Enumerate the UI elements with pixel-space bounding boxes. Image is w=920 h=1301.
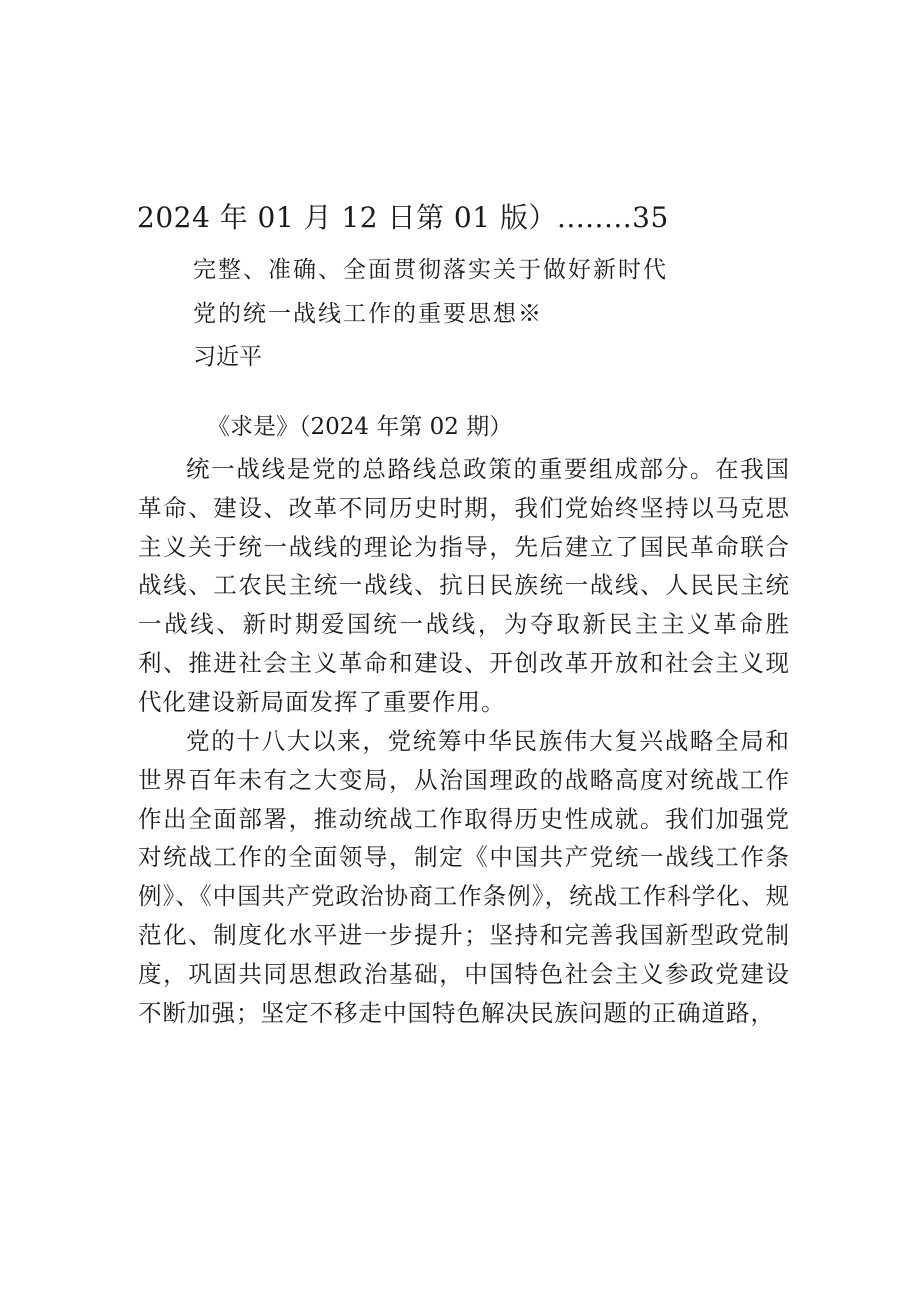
body-paragraph: 党的十八大以来，党统筹中华民族伟大复兴战略全局和世界百年未有之大变局，从治国理政的战略高度对统战工作作出全面部署，推动统战工作取得历史性成就。我们加强党对统战工作的全面领导，制定《中国共产党统一战线工作条例》、《中国共产党政治协商工作条例》，统战工作科学化、规范化、制度化水平进一步提升；坚持和完善我国新型政党制度，巩固共同思想政治基础，中国特色社会主义参政党建设不断加强；坚定不移走中国特色解决民族问题的正确道路， — [138, 727, 790, 1027]
article-source: 《求是》（2024 年第 02 期） — [207, 414, 513, 440]
article-title-line-2: 党的统一战线工作的重要思想※ — [193, 301, 543, 327]
body-paragraph: 统一战线是党的总路线总政策的重要组成部分。在我国革命、建设、改革不同历史时期，我们党始终坚持以马克思主义关于统一战线的理论为指导，先后建立了国民革命联合战线、工农民主统一战线、抗日民族统一战线、人民民主统一战线、新时期爱国统一战线，为夺取新民主主义革命胜利、推进社会主义革命和建设、开创改革开放和社会主义现代化建设新局面发挥了重要作用。 — [138, 455, 790, 716]
article-author: 习近平 — [193, 344, 262, 370]
toc-entry-tail: 2024 年 01 月 12 日第 01 版）........35 — [137, 201, 669, 234]
article-title-line-1: 完整、准确、全面贯彻落实关于做好新时代 — [193, 257, 668, 283]
